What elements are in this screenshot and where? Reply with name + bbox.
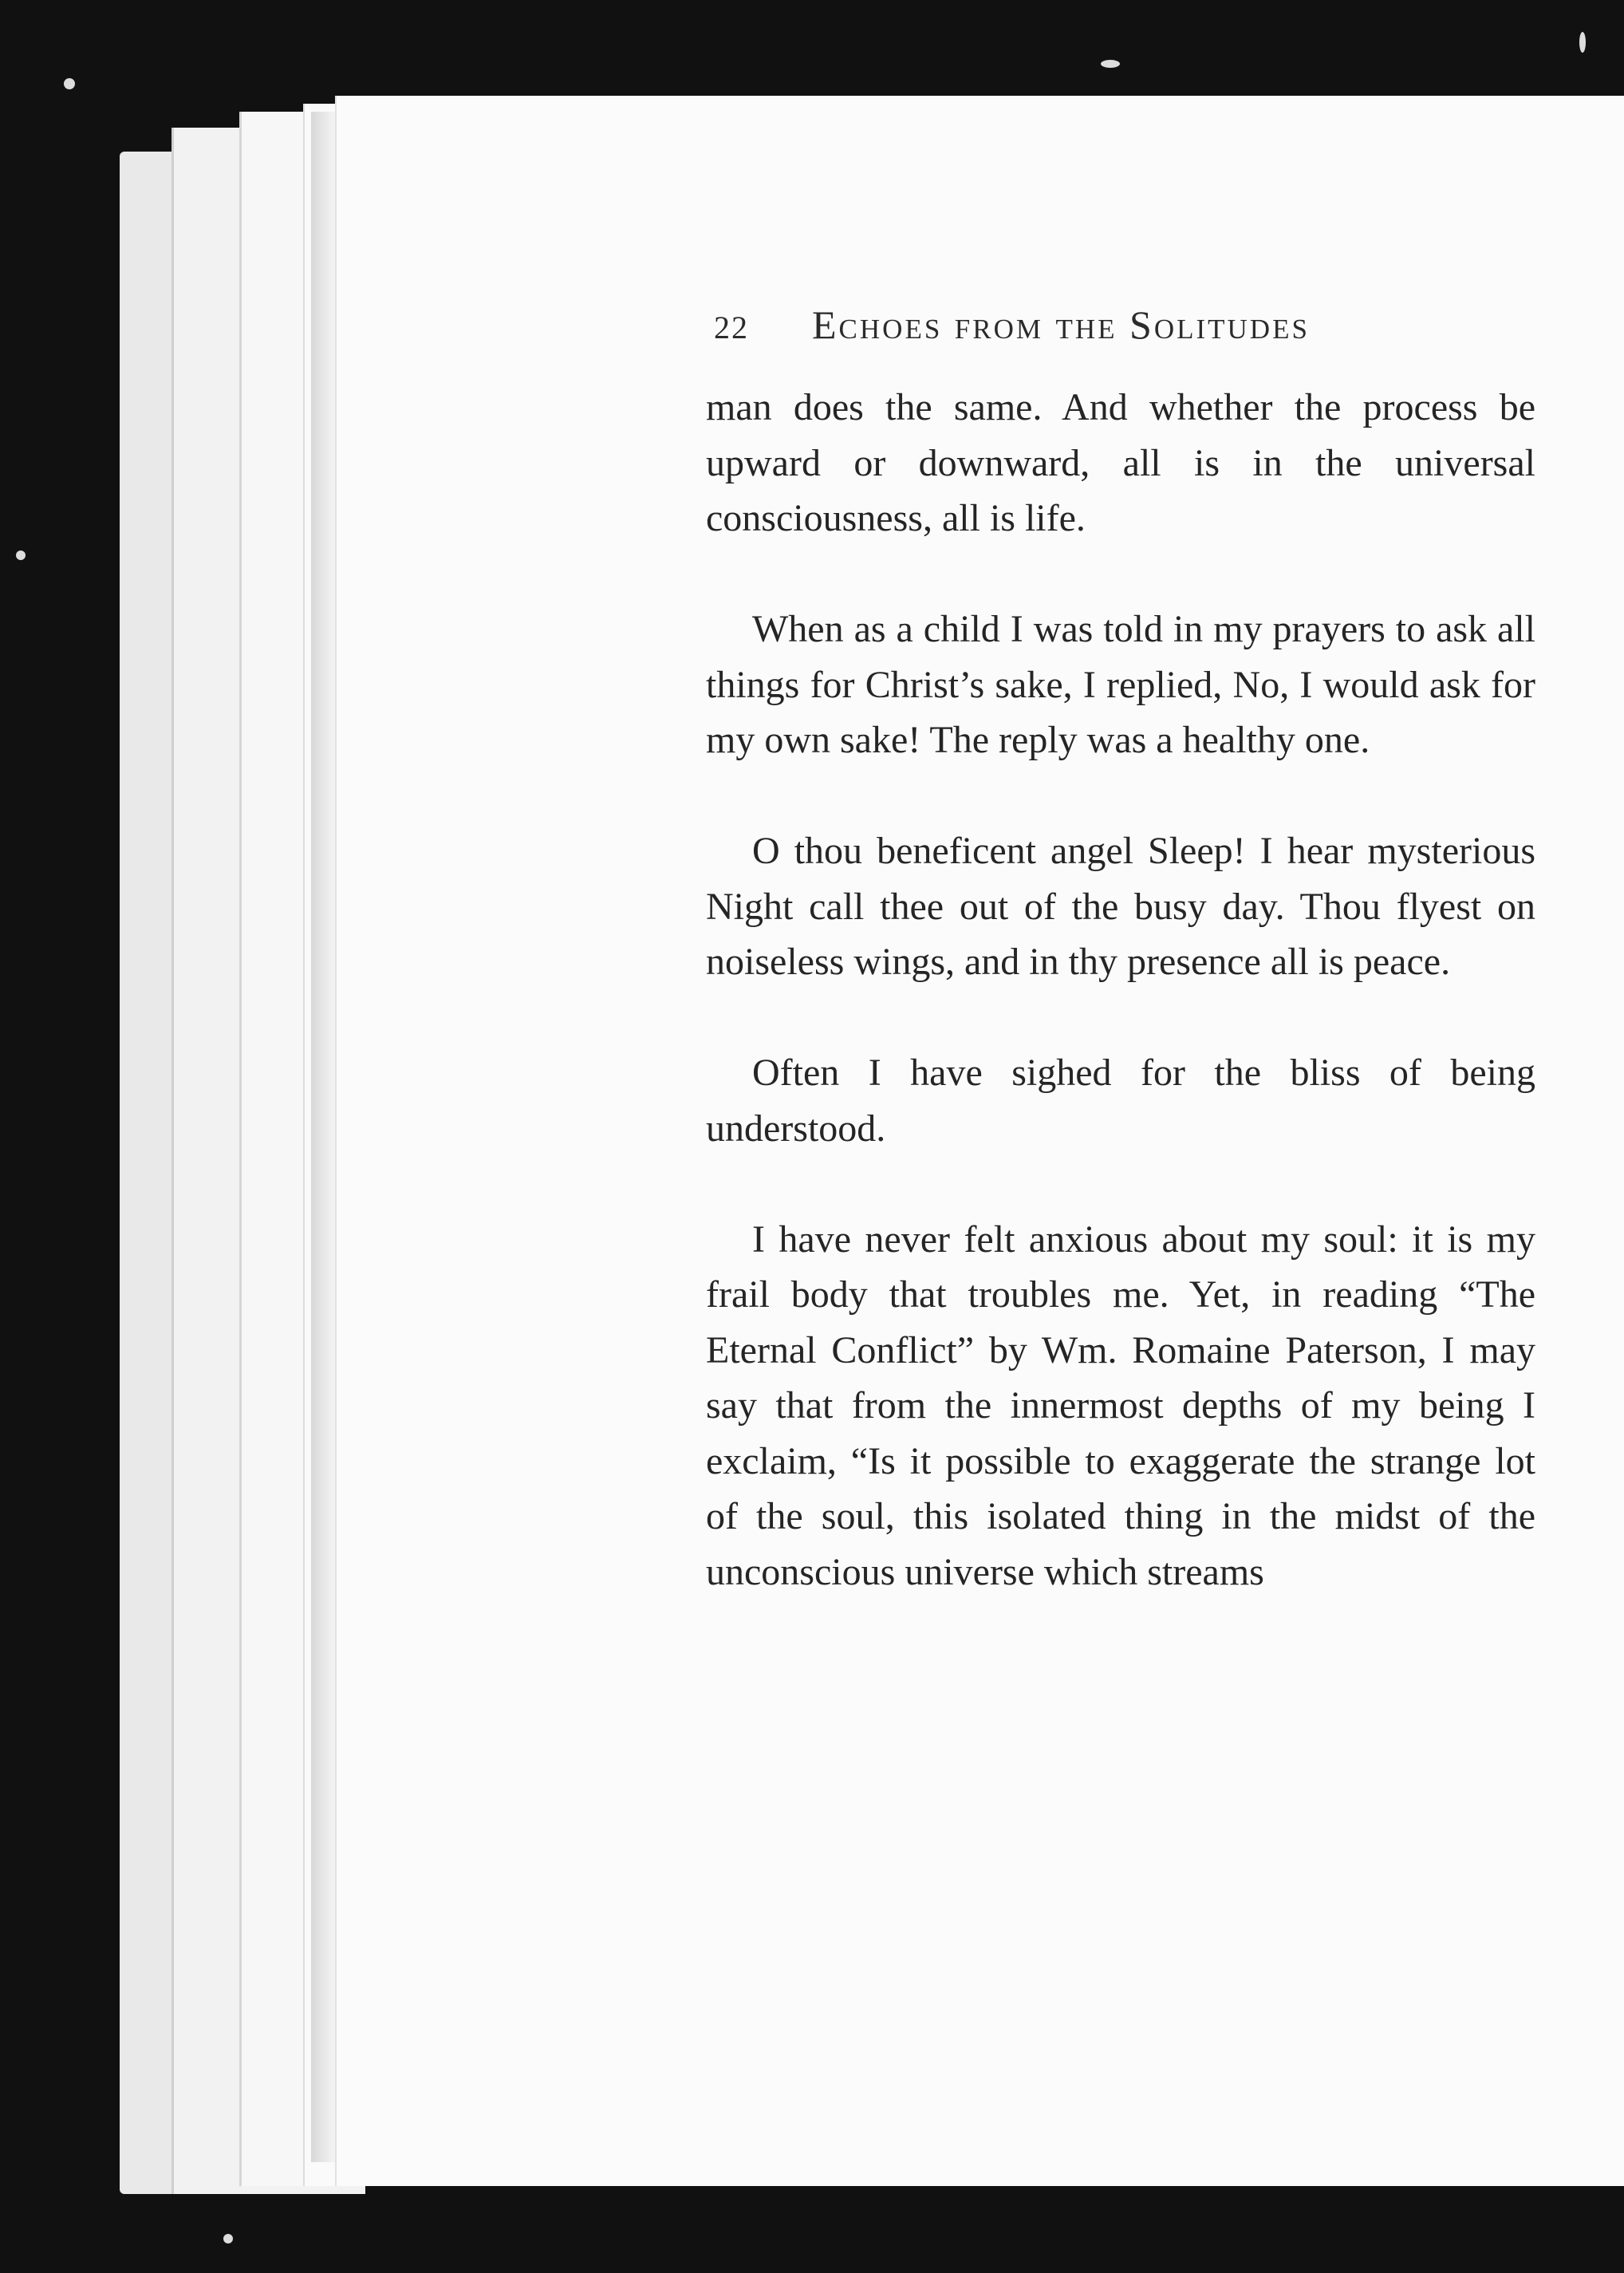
dust-speck [1101, 60, 1120, 68]
gutter-shadow [311, 112, 335, 2162]
paragraph: I have never felt anxious about my soul: it is my frail body that troubles me. Yet, in reading “The Eternal Conflict” by Wm. Romaine Paterson, I may say that from the innermost depths of my being I exclaim, “Is it possible to exaggerate the strange lot of the soul, this isolated thing in the midst of the unconscious universe which streams [706, 1217, 1535, 1593]
dust-speck [16, 550, 26, 560]
running-header [714, 302, 1496, 357]
page-number: 22 [714, 310, 749, 345]
dust-speck [223, 2234, 233, 2243]
dust-speck [64, 78, 75, 89]
paragraph: Often I have sighed for the bliss of being understood. [706, 1052, 1535, 1150]
running-title: Echoes from the Solitudes [812, 302, 1310, 347]
paragraph: man does the same. And whether the process be upward or downward, all is in the universal consciousness, all is life. [706, 386, 1535, 539]
paragraph: When as a child I was told in my prayers to ask all things for Christ’s sake, I replied, No, I would ask for my own sake! The reply was a healthy one. [706, 608, 1535, 761]
paragraph: O thou beneficent angel Sleep! I hear mysterious Night call thee out of the busy day. Thou flyest on noiseless wings, and in thy presence all is peace. [706, 830, 1535, 983]
body-text [706, 380, 1535, 1600]
dust-speck [1579, 32, 1586, 53]
